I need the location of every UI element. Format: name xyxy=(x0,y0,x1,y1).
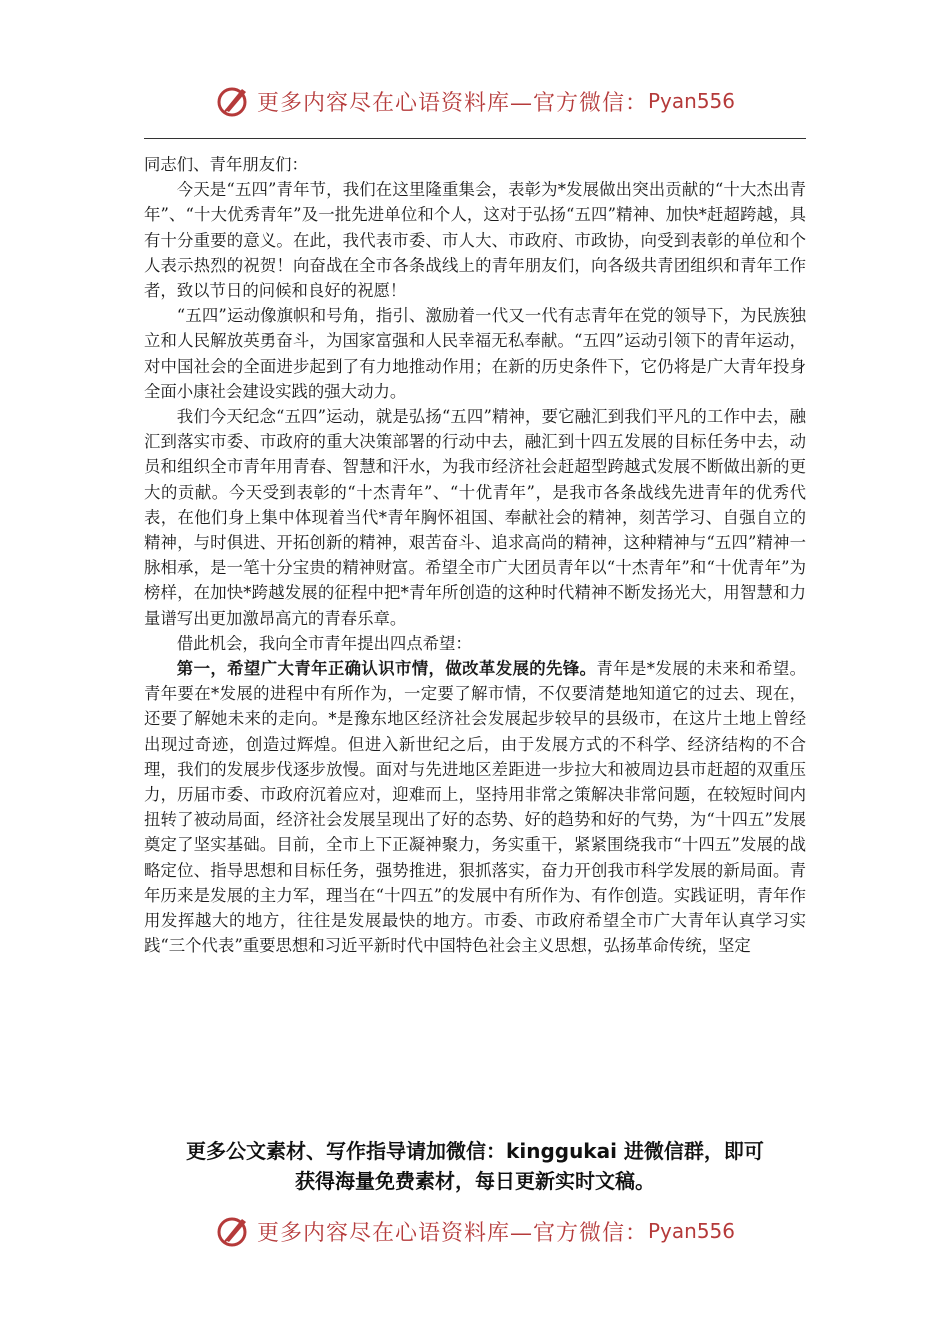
header-banner xyxy=(0,76,950,126)
quill-logo-icon xyxy=(215,83,251,119)
footer-banner xyxy=(0,1206,950,1256)
point-one-heading: 第一，希望广大青年正确认识市情，做改革发展的先锋。 xyxy=(176,659,597,679)
promo-line-2: 获得海量免费素材，每日更新实时文稿。 xyxy=(295,1169,655,1193)
header-divider xyxy=(144,138,806,139)
paragraph-2: “五四”运动像旗帜和号角，指引、激励着一代又一代有志青年在党的领导下，为民族独立和人民解放英勇奋斗，为国家富强和人民幸福无私奉献。“五四”运动引领下的青年运动，对中国社会的全面进步起到了有力地推动作用；在新的历史条件下，它仍将是广大青年投身全面小康社会建设实践的强大动力。 xyxy=(144,306,806,401)
paragraph-4: 借此机会，我向全市青年提出四点希望： xyxy=(176,633,472,653)
footer-banner-text: 更多内容尽在心语资料库—官方微信： xyxy=(256,1220,648,1246)
paragraph-1: 今天是“五四”青年节，我们在这里隆重集会，表彰为*发展做出突出贡献的“十大杰出青年”、“十大优秀青年”及一批先进单位和个人，这对于弘扬“五四”精神、加快*赶超跨越，具有十分重要的意义。在此，我代表市委、市人大、市政府、市政协，向受到表彰的单位和个人表示热烈的祝贺！向奋战在全市各条战线上的青年朋友们，向各级共青团组织和青年工作者，致以节日的问候和良好的祝愿！ xyxy=(144,180,806,301)
paragraph-3: 我们今天纪念“五四”运动，就是弘扬“五四”精神，要它融汇到我们平凡的工作中去，融汇到落实市委、市政府的重大决策部署的行动中去，融汇到十四五发展的目标任务中去，动员和组织全市青年用青春、智慧和汗水，为我市经济社会赶超型跨越式发展不断做出新的更大的贡献。今天受到表彰的“十杰青年”、“十优青年”，是我市各条战线先进青年的优秀代表，在他们身上集中体现着当代*青年胸怀祖国、奉献社会的精神，刻苦学习、自强自立的精神，与时俱进、开拓创新的精神，艰苦奋斗、追求高尚的精神，这种精神与“五四”精神一脉相承，是一笔十分宝贵的精神财富。希望全市广大团员青年以“十杰青年”和“十优青年”为榜样，在加快*跨越发展的征程中把*青年所创造的这种时代精神不断发扬光大，用智慧和力量谱写出更加激昂高亢的青春乐章。 xyxy=(144,407,806,628)
footer-banner-id: Pyan556 xyxy=(648,1219,736,1243)
header-banner-text: 更多内容尽在心语资料库—官方微信： xyxy=(256,90,648,116)
point-one-text: 青年是*发展的未来和希望。青年要在*发展的进程中有所作为，一定要了解市情，不仅要清楚地知道它的过去、现在，还要了解她未来的走向。*是豫东地区经济社会发展起步较早的县级市，在这片土地上曾经出现过奇迹，创造过辉煌。但进入新世纪之后，由于发展方式的不科学、经济结构的不合理，我们的发展步伐逐步放慢。面对与先进地区差距进一步拉大和被周边县市赶超的双重压力，历届市委、市政府沉着应对，迎难而上，坚持用非常之策解决非常问题，在较短时间内扭转了被动局面，经济社会发展呈现出了好的态势、好的趋势和好的气势，为“十四五”发展奠定了坚实基础。目前，全市上下正凝神聚力，务实重干，紧紧围绕我市“十四五”发展的战略定位、指导思想和目标任务，强势推进，狠抓落实，奋力开创我市科学发展的新局面。青年历来是发展的主力军，理当在“十四五”的发展中有所作为、有作创造。实践证明，青年作用发挥越大的地方，往往是发展最快的地方。市委、市政府希望全市广大青年认真学习实践“三个代表”重要思想和习近平新时代中国特色社会主义思想，弘扬革命传统，坚定 xyxy=(144,659,806,956)
paragraph-5 xyxy=(144,656,806,958)
promo-line-1: 更多公文素材、写作指导请加微信：kinggukai 进微信群，即可 xyxy=(186,1139,764,1163)
salutation: 同志们、青年朋友们： xyxy=(144,155,308,174)
header-banner-id: Pyan556 xyxy=(648,89,736,113)
document-body xyxy=(144,152,806,1112)
promo-text xyxy=(100,1136,850,1196)
quill-logo-icon xyxy=(215,1213,251,1249)
